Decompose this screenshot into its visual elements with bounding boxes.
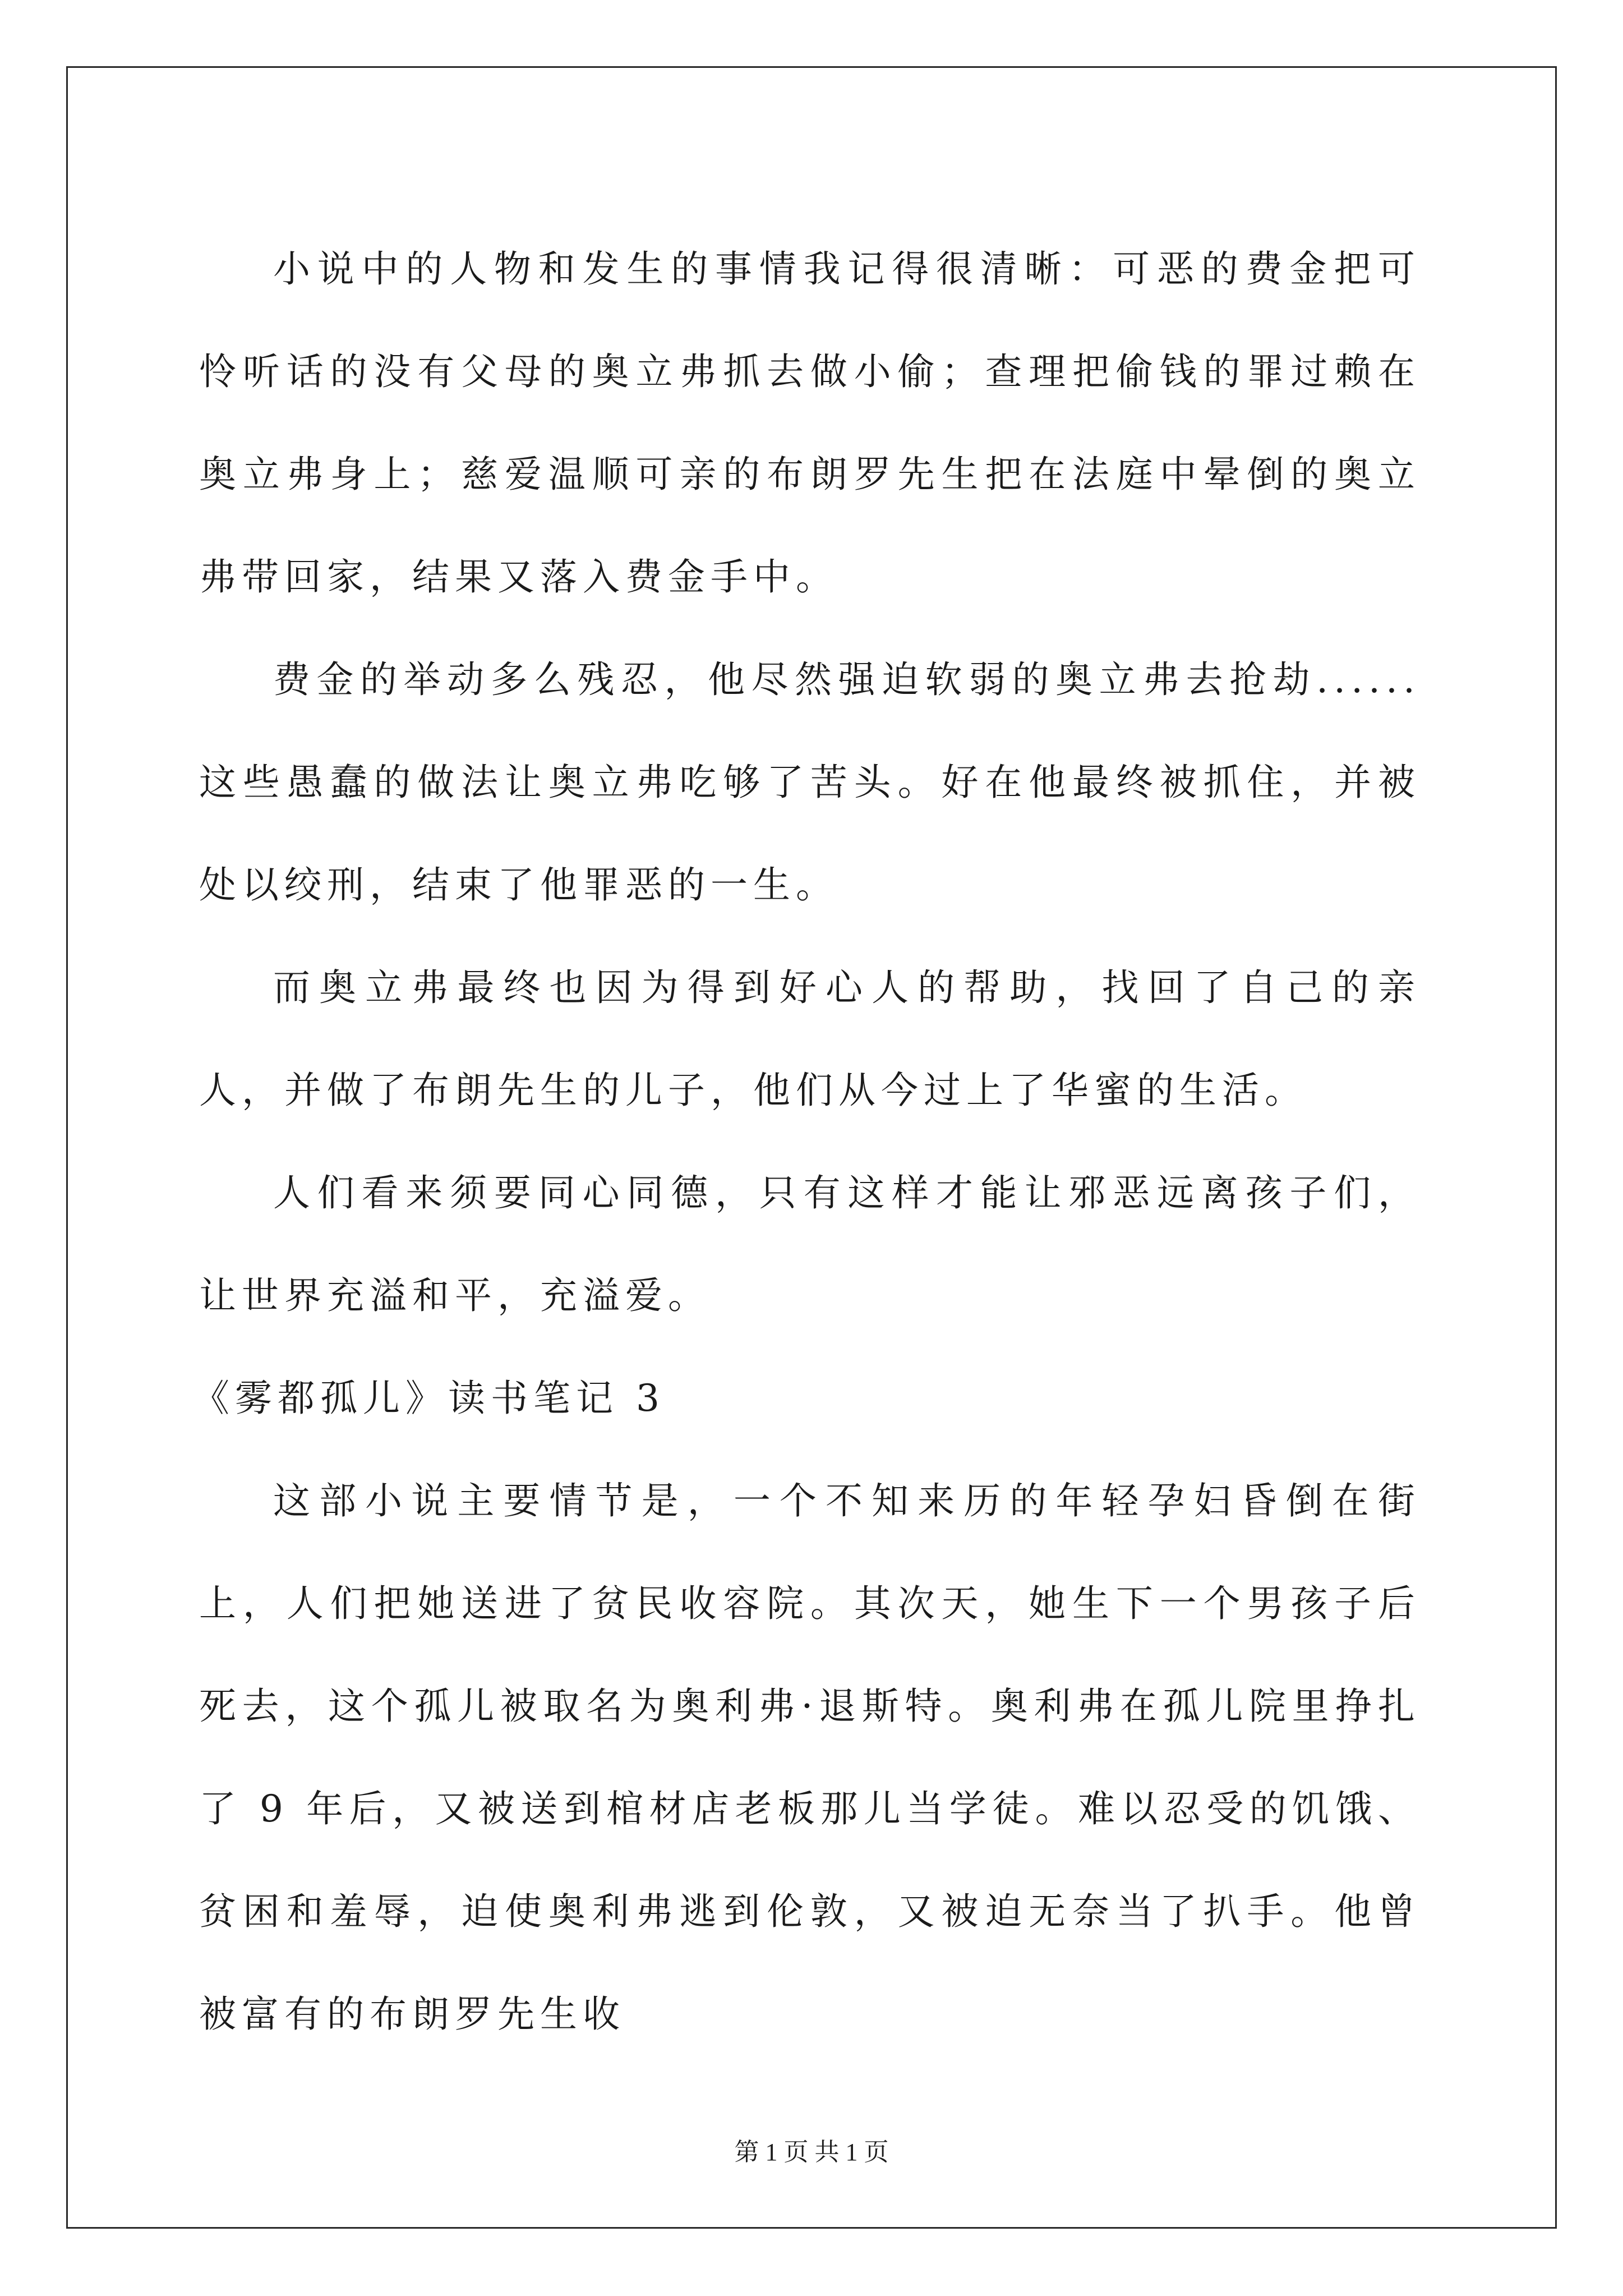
section-heading: 《雾都孤儿》读书笔记 3 bbox=[192, 1377, 665, 1420]
paragraph-4: 人们看来须要同心同德，只有这样才能让邪恶远离孩子们，让世界充溢和平，充溢爱。 bbox=[199, 1171, 1421, 1317]
paragraph-1: 小说中的人物和发生的事情我记得很清晰：可恶的费金把可怜听话的没有父母的奥立弗抓去做小偷；查理把偷钱的罪过赖在奥立弗身上；慈爱温顺可亲的布朗罗先生把在法庭中晕倒的奥立弗带回家，结果又落入费金手中。 bbox=[199, 247, 1421, 599]
paragraph-2: 费金的举动多么残忍，他尽然强迫软弱的奥立弗去抢劫......这些愚蠢的做法让奥立弗吃够了苦头。好在他最终被抓住，并被处以绞刑，结束了他罪恶的一生。 bbox=[199, 658, 1421, 907]
document-body bbox=[192, 218, 1421, 2065]
paragraph-5: 这部小说主要情节是，一个不知来历的年轻孕妇昏倒在街上，人们把她送进了贫民收容院。其次天，她生下一个男孩子后死去，这个孤儿被取名为奥利弗·退斯特。奥利弗在孤儿院里挣扎了 9 年后，又被送到棺材店老板那儿当学徒。难以忍受的饥饿、贫困和羞辱，迫使奥利弗逃到伦敦，又被迫无奈当了扒手。他曾被富有的布朗罗先生收 bbox=[199, 1479, 1421, 2036]
page-footer: 第 1 页 共 1 页 bbox=[734, 2138, 889, 2166]
paragraph-3: 而奥立弗最终也因为得到好心人的帮助，找回了自己的亲人，并做了布朗先生的儿子，他们从今过上了华蜜的生活。 bbox=[199, 966, 1421, 1112]
